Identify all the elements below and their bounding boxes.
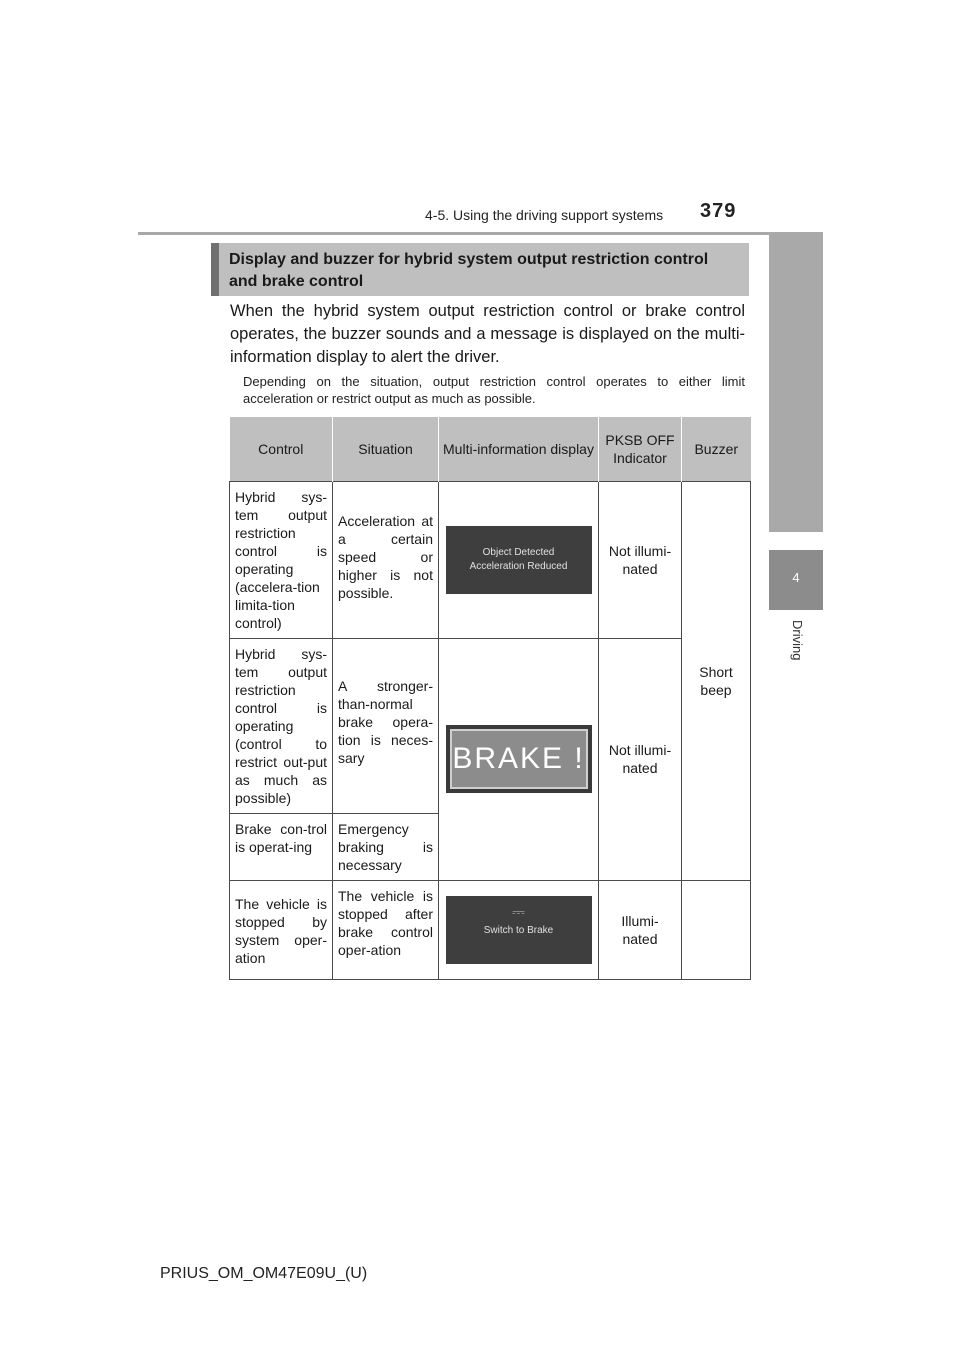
header-buzzer: Buzzer	[682, 417, 751, 481]
table-row	[230, 880, 751, 979]
control-cell: Brake con-trol is operat-ing	[230, 813, 333, 880]
situation-cell: Acceleration at a certain speed or higher is not possible.	[333, 481, 439, 638]
section-title: Display and buzzer for hybrid system output restriction control and brake control	[211, 243, 749, 296]
chapter-tab: 4	[769, 550, 823, 610]
header-display: Multi-information display	[439, 417, 599, 481]
table-row	[230, 481, 751, 638]
indicator-cell: Illumi-nated	[599, 880, 682, 979]
page-number: 379	[700, 200, 737, 222]
situation-cell: Emergency braking is necessary	[333, 813, 439, 880]
buzzer-cell: Short beep	[682, 481, 751, 880]
side-tab-bar	[769, 232, 823, 532]
header-situation: Situation	[333, 417, 439, 481]
display-cell	[439, 638, 599, 880]
situation-cell: The vehicle is stopped after brake control oper-ation	[333, 880, 439, 979]
footer-code: PRIUS_OM_OM47E09U_(U)	[160, 1265, 368, 1282]
display-object-detected	[446, 526, 592, 594]
buzzer-cell-empty	[682, 880, 751, 979]
chapter-label: Driving	[790, 620, 805, 661]
brake-warning-text: BRAKE !	[450, 729, 588, 789]
display-line: Acceleration Reduced	[469, 560, 568, 572]
header-control: Control	[230, 417, 333, 481]
table-row	[230, 638, 751, 813]
body-paragraph: When the hybrid system output restriction control or brake control operates, the buzzer sounds and a message is displayed on the multi-information display to alert the driver.	[230, 302, 745, 366]
header-section-title: 4-5. Using the driving support systems	[425, 207, 664, 223]
table-header-row	[230, 417, 751, 481]
display-cell	[439, 481, 599, 638]
header-rule	[138, 232, 823, 235]
control-cell: Hybrid sys-tem output restriction control is operating (control to restrict out-put as much as possible)	[230, 638, 333, 813]
control-cell: The vehicle is stopped by system oper-ation	[230, 880, 333, 979]
indicator-cell: Not illumi-nated	[599, 638, 682, 880]
header-indicator: PKSB OFF Indicator	[599, 417, 682, 481]
control-cell: Hybrid sys-tem output restriction control is operating (accelera-tion limita-tion control)	[230, 481, 333, 638]
display-brake	[446, 725, 592, 793]
display-line: Switch to Brake	[483, 924, 554, 936]
situation-cell: A stronger-than-normal brake opera-tion is neces-sary	[333, 638, 439, 813]
display-switch-to-brake	[446, 896, 592, 964]
brake-pedal-icon: ⎓	[512, 903, 525, 921]
control-display-table	[229, 417, 751, 980]
indicator-cell: Not illumi-nated	[599, 481, 682, 638]
display-cell	[439, 880, 599, 979]
display-line: Object Detected	[482, 546, 555, 558]
note-paragraph: Depending on the situation, output restriction control operates to either limit acceleration or restrict output as much as possible.	[243, 374, 745, 406]
